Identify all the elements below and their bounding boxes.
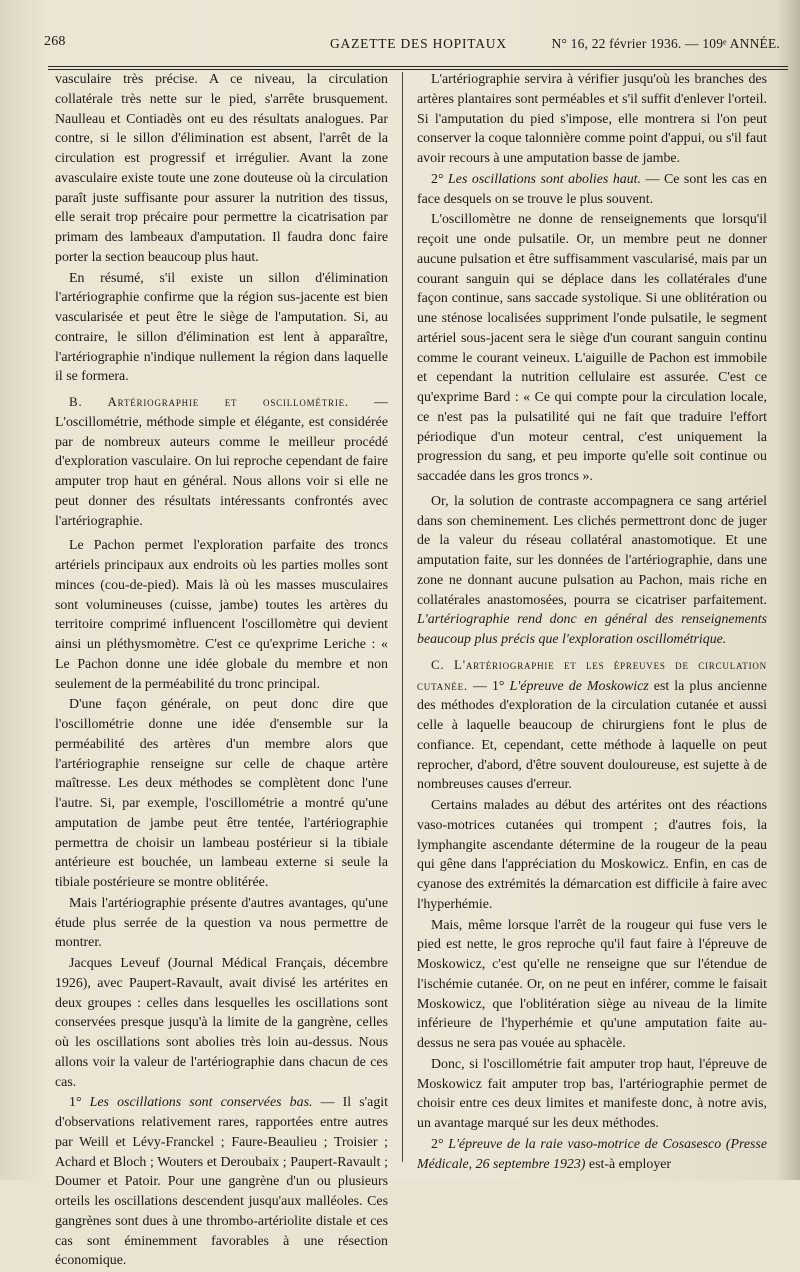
paragraph: Mais l'artériographie présente d'autres avantages, qu'une étude plus serrée de la question va nous permettre de montrer. — [55, 895, 388, 951]
column-divider — [402, 72, 403, 1162]
paragraph: En résumé, s'il existe un sillon d'élimination l'artériographie confirme que la région sus-jacente est bien vascularisée et peut être le siège de l'amputation. Si, au contraire, le sillon d'élimination est lent à apparaître, l'artériographie n'indique nullement la région dans laquelle il se formera. — [55, 270, 388, 385]
paragraph: Certains malades au début des artérites ont des réactions vaso-motrices cutanées qui trompent ; d'autres fois, la lymphangite ascendante détermine de la rougeur de la peau qui gêne dans l'appréciation du Moskowicz. Enfin, en cas de cyanose des extrémités la démarcation est difficile à faire avec l'hyperhémie. — [417, 798, 767, 912]
item-heading: L'épreuve de Moskowicz — [509, 678, 649, 694]
item-heading: Les oscillations sont abolies haut. — [448, 171, 641, 187]
right-column — [417, 70, 767, 1175]
paragraph — [417, 1135, 767, 1175]
journal-title: GAZETTE DES HOPITAUX — [330, 36, 507, 51]
paragraph-text: — L'oscillométrie, méthode simple et élégante, est considérée par de nombreux auteurs comme le meilleur procédé d'exploration vasculaire. On lui reproche cependant de faire amputer trop haut en général. Nous allons voir si elle ne peut donner des résultats intéressants confrontés avec l'artériographie. — [55, 395, 388, 529]
paragraph: D'une façon générale, on peut donc dire que l'oscillométrie donne une idée d'ensemble sur la perméabilité des artères d'un membre alors que l'artériographie renseigne sur celle de chaque artère maîtresse. Les deux méthodes se complètent donc l'une l'autre. Si, par exemple, l'oscillométrie a montré qu'une amputation de jambe peut être tentée, l'artériographie permettra de choisir un lambeau postérieur si la tibiale antérieure est bouchée, un lambeau externe si seule la tibiale postérieure se montre oblitérée. — [55, 697, 388, 890]
paragraph: L'oscillomètre ne donne de renseignements que lorsqu'il reçoit une onde pulsatile. Or, un membre peut ne donner aucune pulsation et être suffisamment vascularisé, mais par un courant sanguin qui se déplace dans les collatérales d'une façon continue, sans saccade systolique. Si une oblitération ou une sténose localisées suppriment l'onde pulsatile, le segment artériel sous-jacent sera le siège d'un courant sanguin continu comme le courant veineux. L'aiguille de Pachon est immobile et cependant la nutrition cellulaire est assurée. C'est ce qu'exprime Bard : « Ce qui compte pour la circulation locale, ce n'est pas la pulsatilité qui ne fait que traduire l'effort périodique d'un moteur central, c'est uniquement la progression du sang, et peu importe qu'elle soit continue ou saccadée dans les gros troncs ». — [417, 212, 767, 484]
item-number: 2° — [431, 171, 449, 187]
paragraph: Mais, même lorsque l'arrêt de la rougeur qui fuse vers le pied est nette, le gros reproche qu'il faut faire à l'épreuve de Moskowicz, c'est qu'elle ne renseigne que sur l'étendue de l'ischémie cutanée. Or, on ne peut en inférer, comme le faisait Moskowicz, que l'oblitération siège au niveau de la limite inférieure de l'hyperhémie et qu'une amputation faite au-dessus ne sera pas vouée au sphacèle. — [417, 917, 767, 1051]
issue-info: N° 16, 22 février 1936. — 109ᵉ ANNÉE. — [551, 36, 780, 51]
paragraph-text: Or, la solution de contraste accompagnera ce sang artériel dans son cheminement. Les clichés permettront donc de juger de la valeur du réseau collatéral anastomotique. Et une amputation faite, sur les données de l'artériographie, dans une zone ne donnant aucune pulsation au Pachon, mais riche en collatérales anastomosées, pourra se cicatriser parfaitement. — [417, 493, 767, 608]
paragraph — [417, 492, 767, 650]
item-heading: Les oscillations sont conservées bas. — [89, 1095, 313, 1111]
paragraph-text: — Il s'agit d'observations relativement rares, rapportées entre autres par Weill et Lévy-Franckel ; Faure-Beaulieu ; Troisier ; Achard et Bloch ; Wouters et Deroubaix ; Paupert-Ravault ; Doumer et Patoir. Pour une gangrène d'un ou plusieurs orteils les oscillations descendent jusqu'aux malléoles. Ces gangrènes sont dues à une thrombo-artériolite distale et ces cas sont éminemment favorables à une résection économique. — [55, 1095, 388, 1269]
paragraph: Le Pachon permet l'exploration parfaite des troncs artériels principaux aux endroits où les parties molles sont minces (cou-de-pied). Mais là où les masses musculaires sont volumineuses (cuisse, jambe) toutes les artères du territoire comprimé influencent l'oscillomètre qui devient ainsi un pléthysmomètre. C'est ce qu'exprime Leriche : « Le Pachon donne une idée globale du membre et non seulement de la perméabilité du tronc principal. — [55, 538, 388, 692]
item-number: 2° — [431, 1136, 449, 1152]
paragraph: Donc, si l'oscillométrie fait amputer trop haut, l'épreuve de Moskowicz fait amputer trop bas, l'artériographie permet de choisir entre ces deux limites et manifeste donc, à notre avis, un avantage marqué sur les deux méthodes. — [417, 1056, 767, 1131]
page-number: 268 — [44, 34, 66, 49]
item-number: — 1° — [467, 678, 510, 694]
page-header — [40, 34, 780, 56]
paragraph — [417, 170, 767, 210]
item-heading: L'épreuve de la raie vaso-motrice de Cosasesco (Presse Médicale, 26 septembre 1923) — [417, 1136, 767, 1172]
section-paragraph — [417, 655, 767, 795]
paragraph: L'artériographie servira à vérifier jusqu'où les branches des artères plantaires sont perméables et s'il suffit d'enlever l'orteil. Si l'amputation du pied s'impose, elle montrera si l'on peut conserver la coque talonnière comme point d'appui, ou s'il faut avoir recours à une amputation basse de jambe. — [417, 72, 767, 166]
paragraph: Jacques Leveuf (Journal Médical Français, décembre 1926), avec Paupert-Ravault, avait divisé les artérites en deux groupes : celles dans lesquelles les oscillations sont conservées presque jusqu'à la limite de la gangrène, celles où les oscillations sont abolies très loin au-dessus. Nous allons voir la valeur de l'artériographie dans chacun de ces cas. — [55, 956, 388, 1090]
section-paragraph — [55, 392, 388, 531]
paragraph-text: est la plus ancienne des méthodes d'exploration de la circulation cutanée et aussi celle à laquelle beaucoup de chirurgiens font le plus de confiance. Et, cependant, cette méthode à laquelle on peut reprocher, d'abord, d'être souvent douloureuse, est sujette à de nombreuses causes d'erreur. — [417, 678, 768, 793]
paragraph: vasculaire très précise. A ce niveau, la circulation collatérale très nette sur le pied, s'arrête brusquement. Naulleau et Contiadès ont eu des résultats analogues. Par contre, si le sillon d'élimination est absent, l'arrêt de la circulation est progressif et irrégulier. Avant la zone avasculaire existe toute une zone douteuse où la circulation paraît juste suffisante pour assurer la nutrition des tissus, elle serait trop précaire pour permettre la cicatrisation par primam des lambeaux d'amputation. Il faudra donc faire porter la section beaucoup plus haut. — [55, 72, 388, 265]
paragraph-text: est-à employer — [585, 1156, 672, 1172]
emphasis-text: L'artériographie rend donc en général des renseignements beaucoup plus précis que l'exploration oscillométrique. — [417, 612, 767, 647]
paragraph-text: — Ce sont les cas en face desquels on se trouve le plus souvent. — [417, 171, 767, 207]
section-heading: B. Artériographie et oscillométrie. — [69, 394, 349, 409]
header-rule — [48, 66, 788, 67]
left-column — [55, 70, 388, 1272]
paragraph — [55, 1093, 388, 1271]
section-heading: C. L'artériographie et les épreuves de circulation cutanée. — [417, 656, 767, 693]
item-number: 1° — [69, 1095, 90, 1111]
